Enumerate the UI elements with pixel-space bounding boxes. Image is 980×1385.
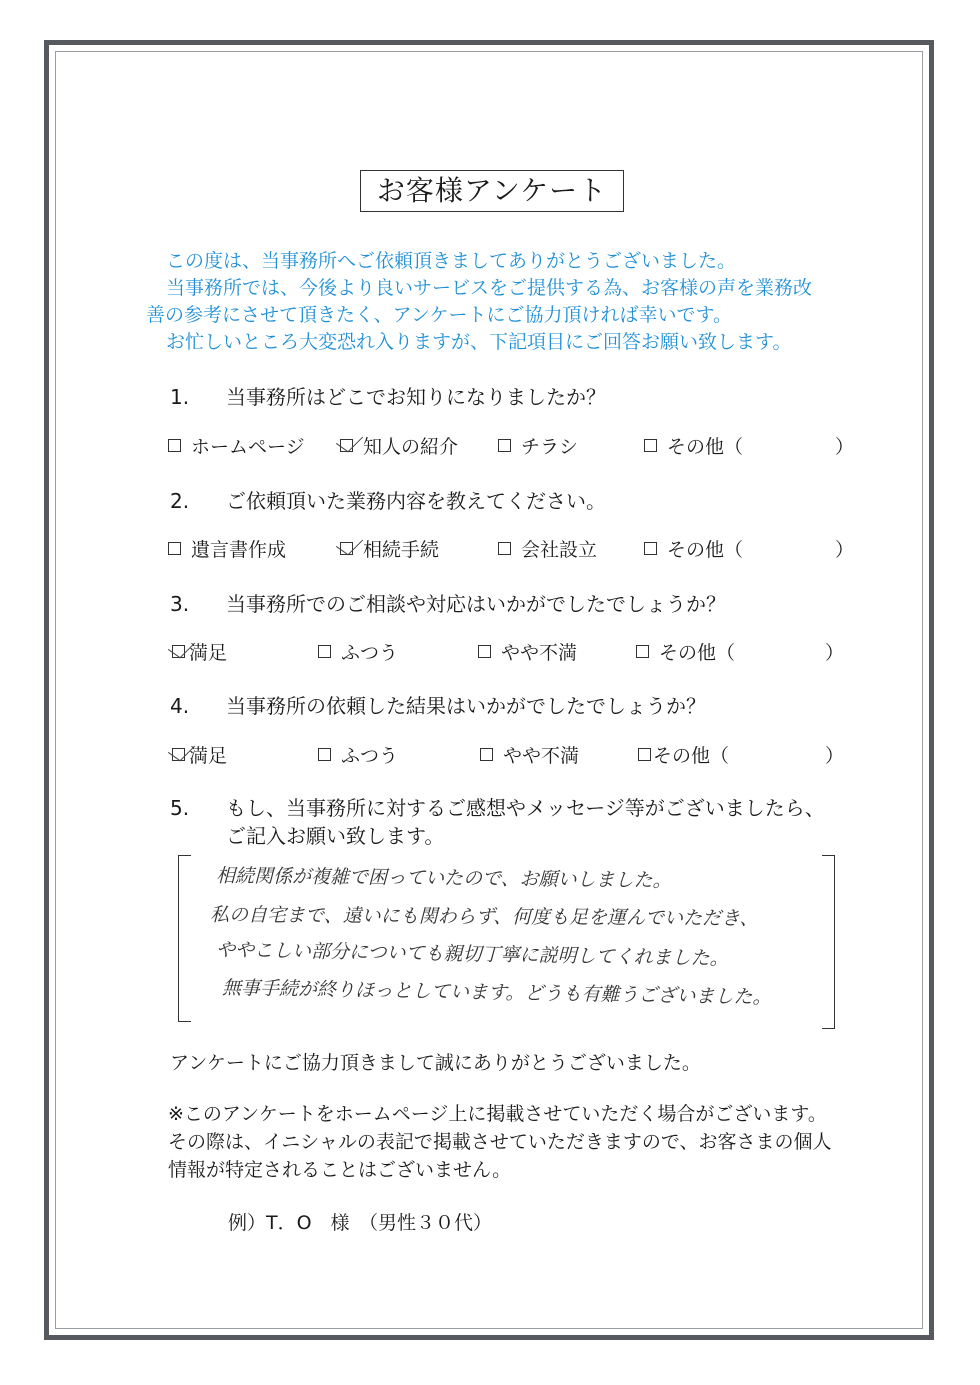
question-text: もし、当事務所に対するご感想やメッセージ等がございましたら、: [226, 796, 825, 820]
handwritten-line: 相続関係が複雑で困っていたので、お願いしました。: [215, 864, 672, 892]
option-checkbox[interactable]: [480, 741, 579, 768]
initials-example: 例）T．O 様 （男性３０代）: [228, 1212, 493, 1234]
close-paren: ）: [824, 745, 844, 767]
checkbox-icon[interactable]: [498, 542, 511, 555]
note-line: 情報が特定されることはございません。: [168, 1159, 512, 1181]
option-label: ふつう: [341, 642, 399, 664]
survey-title: お客様アンケート: [360, 170, 624, 212]
option-label: やや不満: [503, 745, 580, 767]
question-2: [170, 485, 606, 514]
question-4-options: [168, 741, 868, 769]
close-paren: ）: [834, 436, 854, 458]
answer-bracket-left: [178, 855, 191, 1022]
checkbox-icon[interactable]: [644, 439, 657, 452]
option-checkbox[interactable]: [638, 741, 729, 768]
question-text: ご依頼頂いた業務内容を教えてください。: [226, 489, 606, 513]
option-label: その他（: [667, 436, 744, 458]
question-3: [170, 588, 726, 617]
option-label: その他（: [653, 745, 730, 767]
note-line: その際は、イニシャルの表記で掲載させていただきますので、お客さまの個人: [168, 1131, 832, 1153]
question-text-line2: ご記入お願い致します。: [226, 824, 445, 848]
option-checkbox[interactable]: [498, 432, 578, 459]
question-number: 1.: [170, 385, 190, 409]
option-checkbox[interactable]: [318, 638, 398, 665]
publication-note: [168, 1100, 888, 1184]
question-number: 4.: [170, 694, 190, 718]
checkbox-icon[interactable]: [318, 645, 331, 658]
checkbox-icon[interactable]: [480, 748, 493, 761]
checkbox-icon[interactable]: [168, 439, 181, 452]
option-checkbox[interactable]: [636, 638, 735, 665]
option-checkbox[interactable]: [172, 638, 227, 665]
answer-bracket-right: [822, 855, 835, 1029]
option-label: その他（: [667, 539, 744, 561]
intro-line: この度は、当事務所へご依頼頂きましてありがとうございました。: [166, 250, 737, 272]
option-label: 遺言書作成: [191, 539, 287, 561]
option-label: その他（: [659, 642, 736, 664]
question-number: 3.: [170, 592, 190, 616]
option-checkbox[interactable]: [172, 741, 227, 768]
option-label: やや不満: [501, 642, 578, 664]
option-checkbox[interactable]: [498, 535, 597, 562]
intro-line: 当事務所では、今後より良いサービスをご提供する為、お客様の声を業務改: [166, 277, 813, 299]
option-label: 相続手続: [363, 539, 440, 561]
close-paren: ）: [824, 642, 844, 664]
question-1-options: [168, 432, 868, 460]
option-checkbox[interactable]: [340, 432, 458, 459]
question-text: 当事務所でのご相談や対応はいかがでしたでしょうか？: [226, 592, 726, 616]
checkbox-icon[interactable]: [636, 645, 649, 658]
handwritten-line: 無事手続が終りほっとしています。どうも有難うございました。: [221, 976, 772, 1009]
handwritten-line: ややこしい部分についても親切丁寧に説明してくれました。: [215, 938, 729, 970]
note-line: ※このアンケートをホームページ上に掲載させていただく場合がございます。: [168, 1103, 827, 1125]
question-text: 当事務所はどこでお知りになりましたか？: [226, 385, 606, 409]
thanks-text: アンケートにご協力頂きまして誠にありがとうございました。: [170, 1052, 701, 1074]
option-checkbox[interactable]: [644, 535, 743, 562]
option-label: ホームページ: [191, 436, 305, 458]
question-1: [170, 381, 606, 410]
handwritten-answer: [210, 860, 810, 1012]
checkbox-icon[interactable]: [318, 748, 331, 761]
question-text: 当事務所の依頼した結果はいかがでしたでしょうか？: [226, 694, 706, 718]
intro-text: [140, 248, 860, 356]
question-4: [170, 690, 706, 719]
question-3-options: [168, 638, 868, 666]
question-2-options: [168, 535, 868, 563]
option-label: ふつう: [341, 745, 399, 767]
option-label: 会社設立: [521, 539, 598, 561]
checkbox-checked-icon[interactable]: [340, 542, 353, 555]
checkbox-icon[interactable]: [644, 542, 657, 555]
option-checkbox[interactable]: [168, 535, 286, 562]
option-checkbox[interactable]: [478, 638, 577, 665]
checkbox-icon[interactable]: [638, 748, 651, 761]
option-label: 知人の紹介: [363, 436, 459, 458]
checkbox-icon[interactable]: [478, 645, 491, 658]
checkbox-checked-icon[interactable]: [172, 748, 185, 761]
question-5: [170, 794, 825, 850]
handwritten-line: 私の自宅まで、遠いにも関わらず、何度も足を運んでいただき、: [209, 903, 759, 930]
checkbox-checked-icon[interactable]: [172, 645, 185, 658]
question-number: 2.: [170, 489, 190, 513]
checkbox-icon[interactable]: [498, 439, 511, 452]
option-checkbox[interactable]: [318, 741, 398, 768]
intro-line: 善の参考にさせて頂きたく、アンケートにご協力頂ければ幸いです。: [146, 304, 732, 326]
question-number: 5.: [170, 796, 190, 820]
option-checkbox[interactable]: [168, 432, 305, 459]
checkbox-icon[interactable]: [168, 542, 181, 555]
checkbox-checked-icon[interactable]: [340, 439, 353, 452]
close-paren: ）: [834, 539, 854, 561]
option-checkbox[interactable]: [644, 432, 743, 459]
option-checkbox[interactable]: [340, 535, 439, 562]
option-label: 満足: [189, 642, 228, 664]
option-label: 満足: [189, 745, 228, 767]
intro-line: お忙しいところ大変恐れ入りますが、下記項目にご回答お願い致します。: [166, 331, 792, 353]
option-label: チラシ: [521, 436, 579, 458]
